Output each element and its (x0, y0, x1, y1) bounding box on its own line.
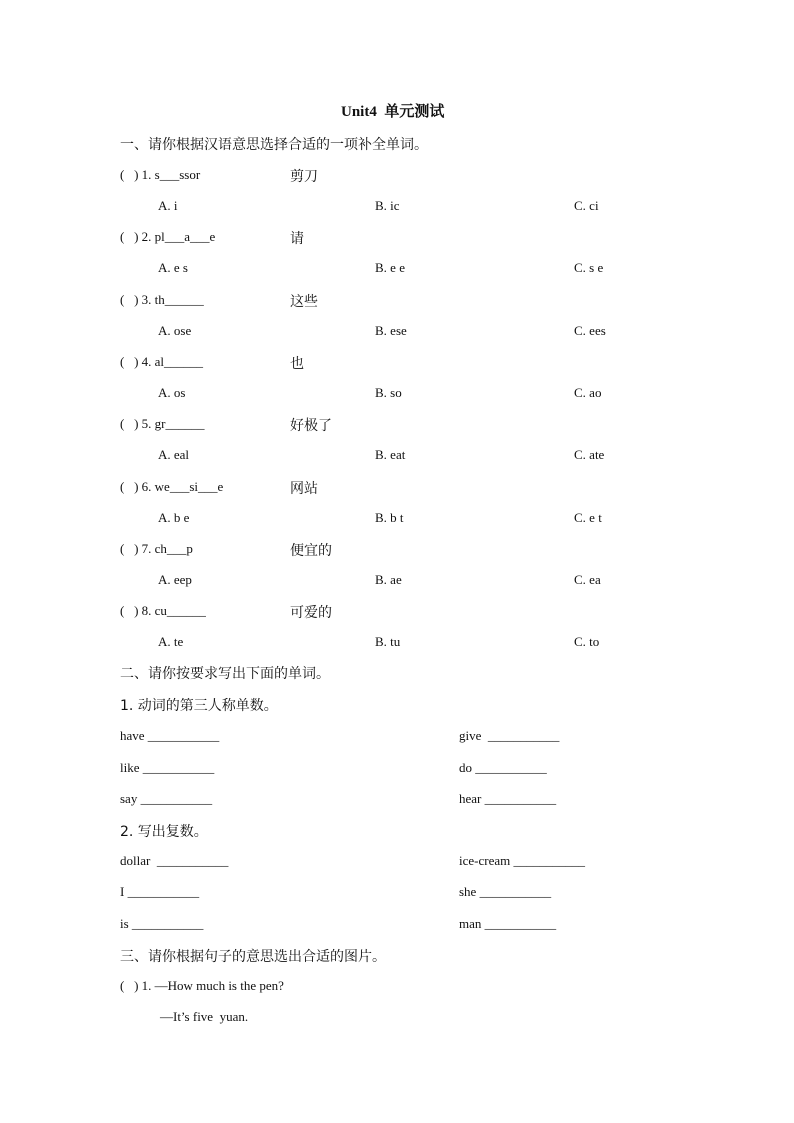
question-stem: ( ) 1. s___ssor (120, 167, 201, 182)
question-meaning: 也 (290, 356, 304, 372)
section2-part2-heading: 2. 写出复数。 (120, 824, 208, 840)
option-b: B. b t (375, 510, 404, 525)
word-blank: do ___________ (459, 760, 547, 775)
question-meaning: 剪刀 (290, 169, 318, 185)
word-blank: is ___________ (120, 916, 204, 931)
question-stem: ( ) 3. th______ (120, 292, 204, 307)
option-a: A. os (158, 385, 186, 400)
section3-heading: 三、请你根据句子的意思选出合适的图片。 (120, 949, 386, 965)
section2-part1-heading: 1. 动词的第三人称单数。 (120, 698, 278, 714)
question-meaning: 可爱的 (290, 605, 332, 621)
word-blank: hear ___________ (459, 791, 557, 806)
option-c: C. ci (574, 198, 599, 213)
option-b: B. eat (375, 447, 406, 462)
section3-answer: —It’s five yuan. (160, 1009, 249, 1024)
question-meaning: 请 (290, 231, 304, 247)
question-stem: ( ) 5. gr______ (120, 416, 205, 431)
word-blank: ice-cream ___________ (459, 853, 585, 868)
option-b: B. ic (375, 198, 400, 213)
question-meaning: 便宜的 (290, 543, 332, 559)
word-blank: dollar ___________ (120, 853, 229, 868)
option-a: A. ose (158, 323, 192, 338)
option-b: B. tu (375, 634, 401, 649)
option-a: A. te (158, 634, 184, 649)
word-blank: I ___________ (120, 884, 200, 899)
option-c: C. s e (574, 260, 604, 275)
option-c: C. ate (574, 447, 605, 462)
section3-question: ( ) 1. —How much is the pen? (120, 978, 284, 993)
option-b: B. ae (375, 572, 402, 587)
word-blank: like ___________ (120, 760, 215, 775)
option-b: B. ese (375, 323, 407, 338)
section1-heading: 一、请你根据汉语意思选择合适的一项补全单词。 (120, 137, 428, 153)
question-stem: ( ) 8. cu______ (120, 603, 206, 618)
option-a: A. eep (158, 572, 192, 587)
option-a: A. b e (158, 510, 190, 525)
word-blank: have ___________ (120, 728, 220, 743)
option-b: B. e e (375, 260, 405, 275)
question-stem: ( ) 2. pl___a___e (120, 229, 216, 244)
question-meaning: 这些 (290, 294, 318, 310)
word-blank: say ___________ (120, 791, 213, 806)
word-blank: she ___________ (459, 884, 552, 899)
option-c: C. ees (574, 323, 606, 338)
page-title: Unit4 单元测试 (341, 104, 445, 120)
option-a: A. i (158, 198, 178, 213)
question-stem: ( ) 4. al______ (120, 354, 204, 369)
option-c: C. ea (574, 572, 601, 587)
question-stem: ( ) 7. ch___p (120, 541, 193, 556)
question-meaning: 好极了 (290, 418, 332, 434)
question-stem: ( ) 6. we___si___e (120, 479, 224, 494)
option-a: A. eal (158, 447, 190, 462)
word-blank: give ___________ (459, 728, 560, 743)
question-meaning: 网站 (290, 481, 318, 497)
option-b: B. so (375, 385, 402, 400)
option-c: C. e t (574, 510, 602, 525)
section2-heading: 二、请你按要求写出下面的单词。 (120, 666, 330, 682)
option-c: C. ao (574, 385, 602, 400)
option-a: A. e s (158, 260, 188, 275)
option-c: C. to (574, 634, 600, 649)
word-blank: man ___________ (459, 916, 557, 931)
